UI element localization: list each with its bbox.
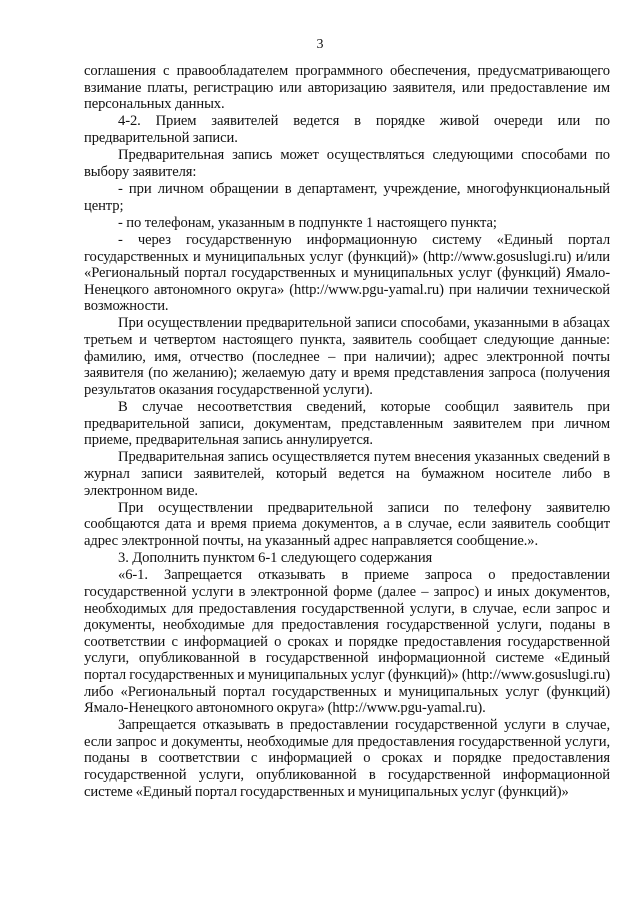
paragraph-11: 3. Дополнить пунктом 6-1 следующего содержания (118, 550, 433, 567)
paragraph-5: - по телефонам, указанным в подпункте 1 настоящего пункта; (118, 214, 497, 231)
paragraph-3: Предварительная запись может осуществляться следующими способами по выбору заявителя: (84, 147, 610, 180)
page-number: 3 (316, 37, 324, 52)
paragraph-4: - при личном обращении в департамент, учреждение, многофункциональный центр; (84, 180, 610, 214)
paragraph-2: 4-2. Прием заявителей ведется в порядке живой очереди или по предварительной записи. (84, 113, 610, 146)
paragraph-7: При осуществлении предварительной записи способами, указанными в абзацах третьем и четвертом настоящего пункта, заявитель сообщает следующие данные: фамилию, имя, отчество (последнее – при наличии); адрес электронной почты заявителя (по желанию); желаемую дату и время представления запроса (получения результатов оказания государственной услуги). (84, 315, 610, 398)
paragraph-1: соглашения с правообладателем программного обеспечения, предусматривающего взимание платы, регистрацию или авторизацию заявителя, или предоставление им персональных данных. (84, 63, 610, 113)
paragraph-9: Предварительная запись осуществляется путем внесения указанных сведений в журнал записи заявителей, который ведется на бумажном носителе либо в электронном виде. (84, 449, 610, 499)
paragraph-13: Запрещается отказывать в предоставлении государственной услуги в случае, если запрос и документы, необходимые для предоставления государственной услуги, поданы в соответствии с информацией о сроках и порядке предоставления государственной услуги, опубликованной в государственной информационной системе «Единый портал государственных и муниципальных услуг (функций)» (84, 717, 610, 800)
paragraph-10: При осуществлении предварительной записи по телефону заявителю сообщаются дата и время приема документов, а в случае, если заявитель сообщит адрес электронной почты, на указанный адрес направляется сообщение.». (84, 499, 610, 549)
paragraph-6: - через государственную информационную систему «Единый портал государственных и муниципальных услуг (функций)» (http://www.gosuslugi.ru) и/или «Региональный портал государственных и муниципальных услуг (функций) Ямало-Ненецкого автономного округа» (http://www.pgu-yamal.ru) при наличии технической возможности. (84, 231, 610, 315)
body-text (84, 63, 610, 801)
paragraph-12: «6-1. Запрещается отказывать в приеме запроса о предоставлении государственной услуги в электронной форме (далее – запрос) и иных документов, необходимых для предоставления государственной услуги, в случае, если запрос и документы, необходимые для предоставления государственной услуги, поданы в соответствии с информацией о сроках и порядке предоставления государственной услуги, опубликованной в государственной информационной системе «Единый портал государственных и муниципальных услуг (функций)» (http://www.gosuslugi.ru) либо «Региональный портал государственных и муниципальных услуг (функций) Ямало-Ненецкого автономного округа» (http://www.pgu-yamal.ru). (84, 567, 610, 717)
paragraph-8: В случае несоответствия сведений, которые сообщил заявитель при предварительной записи, документам, представленным заявителем при личном приеме, предварительная запись аннулируется. (84, 399, 610, 449)
